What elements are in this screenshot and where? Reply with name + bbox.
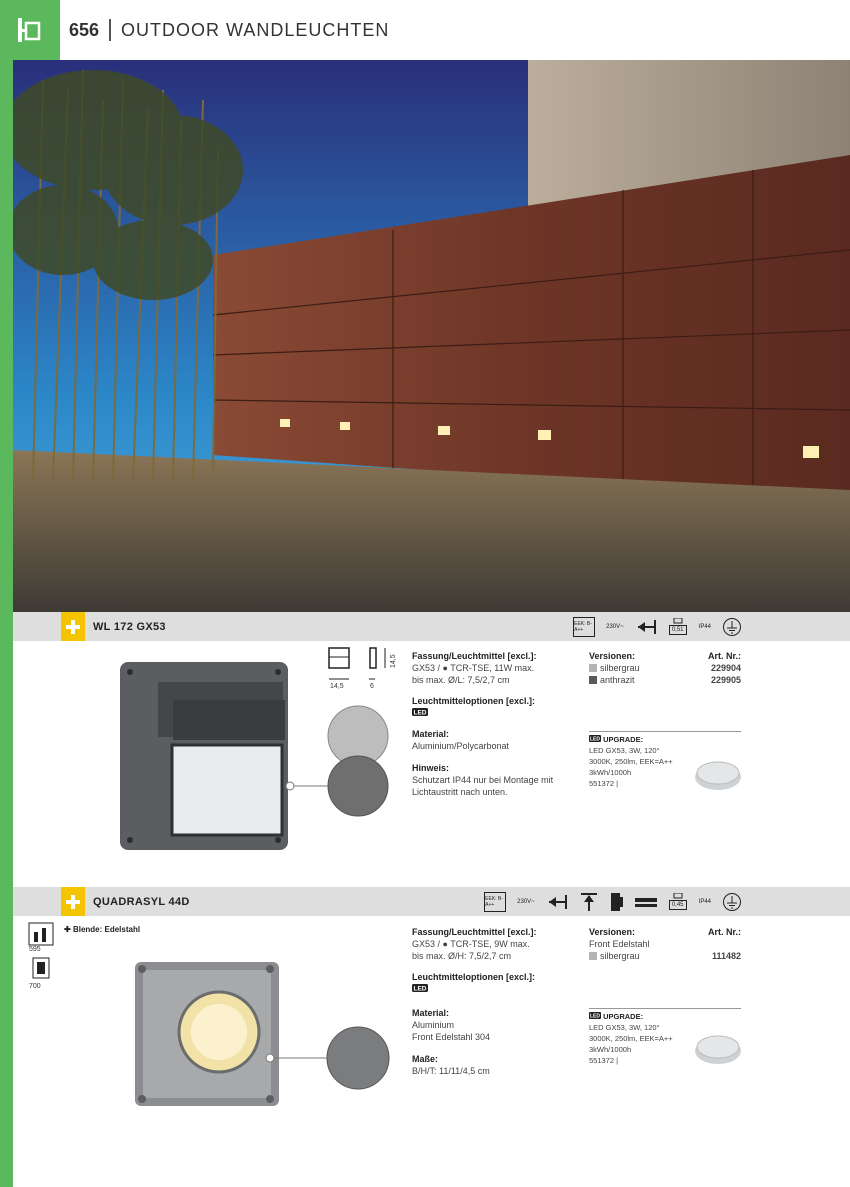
led-icon bbox=[589, 735, 601, 744]
divider bbox=[589, 1008, 741, 1009]
hinweis-line: Schutzart IP44 nur bei Montage mit bbox=[412, 775, 554, 785]
page-header bbox=[60, 0, 850, 60]
upgrade-box-quadrasyl: LED UPGRADE: LED GX53, 3W, 120° 3000K, 250lm, EEK=A++ 3kWh/1000h 551372 | bbox=[589, 1012, 673, 1065]
upgrade-box-wl172: LED UPGRADE: LED GX53, 3W, 120° 3000K, 250lm, EEK=A++ 3kWh/1000h 551372 | bbox=[589, 735, 673, 788]
weight-icon: 0,45 bbox=[668, 893, 688, 910]
versions-table-quadrasyl bbox=[589, 926, 741, 962]
svg-text:LED: LED bbox=[413, 709, 427, 716]
product-specs-wl172 bbox=[412, 650, 577, 807]
up-arrow-icon bbox=[579, 892, 599, 912]
dim-height: 14,5 bbox=[390, 654, 397, 668]
header-divider bbox=[109, 19, 111, 41]
version-row: anthrazit 229905 bbox=[589, 674, 741, 686]
product-image-quadrasyl bbox=[133, 960, 283, 1115]
weight-icon: 0,51 bbox=[668, 618, 688, 635]
dim-width: 14,5 bbox=[330, 683, 344, 690]
side-label: 595 bbox=[29, 946, 41, 953]
green-sidebar bbox=[0, 0, 13, 1187]
material-label: Material: bbox=[412, 729, 450, 739]
side-label: 700 bbox=[29, 983, 41, 990]
color-swatch bbox=[589, 952, 597, 960]
blende-note: ✚ Blende: Edelstahl bbox=[64, 925, 141, 934]
wall-mount-icon bbox=[610, 892, 624, 912]
fassung-line: GX53 / ● TCR-TSE, 11W max. bbox=[412, 663, 535, 673]
ip-rating: IP44 bbox=[698, 623, 711, 630]
material-line: Aluminium/Polycarbonat bbox=[412, 741, 510, 751]
ip-rating: IP44 bbox=[698, 898, 711, 905]
fassung-label: Fassung/Leuchtmittel [excl.]: bbox=[412, 927, 537, 937]
product-name: QUADRASYL 44D bbox=[93, 895, 190, 908]
dim-depth: 6 bbox=[370, 683, 374, 690]
fassung-label: Fassung/Leuchtmittel [excl.]: bbox=[412, 651, 537, 661]
product-name: WL 172 GX53 bbox=[93, 620, 166, 633]
hinweis-label: Hinweis: bbox=[412, 763, 450, 773]
divider bbox=[589, 731, 741, 732]
hero-photo bbox=[13, 60, 850, 612]
wall-lamp-icon bbox=[0, 0, 60, 60]
energy-label-icon: EEK: B-A++ bbox=[484, 892, 506, 912]
led-icon bbox=[589, 1012, 601, 1021]
versions-table-wl172 bbox=[589, 650, 741, 686]
product-specs-quadrasyl bbox=[412, 926, 577, 1086]
hinweis-line: Lichtaustritt nach unten. bbox=[412, 787, 508, 797]
energy-label-icon: EEK: B-A++ bbox=[573, 617, 595, 637]
svg-text:LED: LED bbox=[413, 985, 427, 992]
article-number: 229904 bbox=[710, 663, 741, 673]
svg-text:LED: LED bbox=[590, 736, 600, 742]
led-icon bbox=[412, 983, 577, 995]
product-bar-quadrasyl bbox=[13, 887, 850, 916]
led-icon bbox=[412, 707, 577, 719]
ground-icon bbox=[635, 895, 657, 909]
versionen-label: Versionen: bbox=[589, 927, 636, 937]
swatch-circles bbox=[265, 1025, 395, 1095]
plus-icon bbox=[61, 612, 85, 641]
protection-class-icon bbox=[722, 892, 742, 912]
led-bulb-image bbox=[693, 1032, 743, 1071]
versionen-label: Versionen: bbox=[589, 651, 636, 661]
product-image-wl172 bbox=[118, 660, 293, 860]
masse-label: Maße: bbox=[412, 1054, 439, 1064]
material-line: Front Edelstahl 304 bbox=[412, 1032, 491, 1042]
masse-line: B/H/T: 11/11/4,5 cm bbox=[412, 1066, 490, 1076]
fassung-line: bis max. Ø/H: 7,5/2,7 cm bbox=[412, 951, 512, 961]
artnr-label: Art. Nr.: bbox=[707, 927, 741, 937]
plus-icon bbox=[61, 887, 85, 916]
mounting-arrow-icon bbox=[546, 893, 568, 911]
version-header: Front Edelstahl bbox=[589, 939, 650, 949]
svg-text:LED: LED bbox=[590, 1013, 600, 1019]
optionen-label: Leuchtmitteloptionen [excl.]: bbox=[412, 696, 536, 706]
optionen-label: Leuchtmitteloptionen [excl.]: bbox=[412, 972, 536, 982]
material-label: Material: bbox=[412, 1008, 450, 1018]
page-title: OUTDOOR WANDLEUCHTEN bbox=[121, 19, 390, 40]
material-line: Aluminium bbox=[412, 1020, 455, 1030]
product-bar-wl172 bbox=[13, 612, 850, 641]
version-row: silbergrau 111482 bbox=[589, 950, 741, 962]
mounting-arrow-icon bbox=[635, 618, 657, 636]
color-swatch bbox=[589, 676, 597, 684]
voltage-label: 230V~ bbox=[517, 898, 535, 905]
fassung-line: GX53 / ● TCR-TSE, 9W max. bbox=[412, 939, 530, 949]
article-number: 111482 bbox=[711, 951, 741, 961]
voltage-label: 230V~ bbox=[606, 623, 624, 630]
led-bulb-image bbox=[693, 758, 743, 797]
accessory-icons bbox=[28, 922, 54, 985]
article-number: 229905 bbox=[710, 675, 741, 685]
fassung-line: bis max. Ø/L: 7,5/2,7 cm bbox=[412, 675, 510, 685]
protection-class-icon bbox=[722, 617, 742, 637]
swatch-circles bbox=[285, 700, 395, 820]
page-number: 656 bbox=[69, 19, 100, 40]
artnr-label: Art. Nr.: bbox=[707, 651, 741, 661]
version-row: silbergrau 229904 bbox=[589, 662, 741, 674]
color-swatch bbox=[589, 664, 597, 672]
